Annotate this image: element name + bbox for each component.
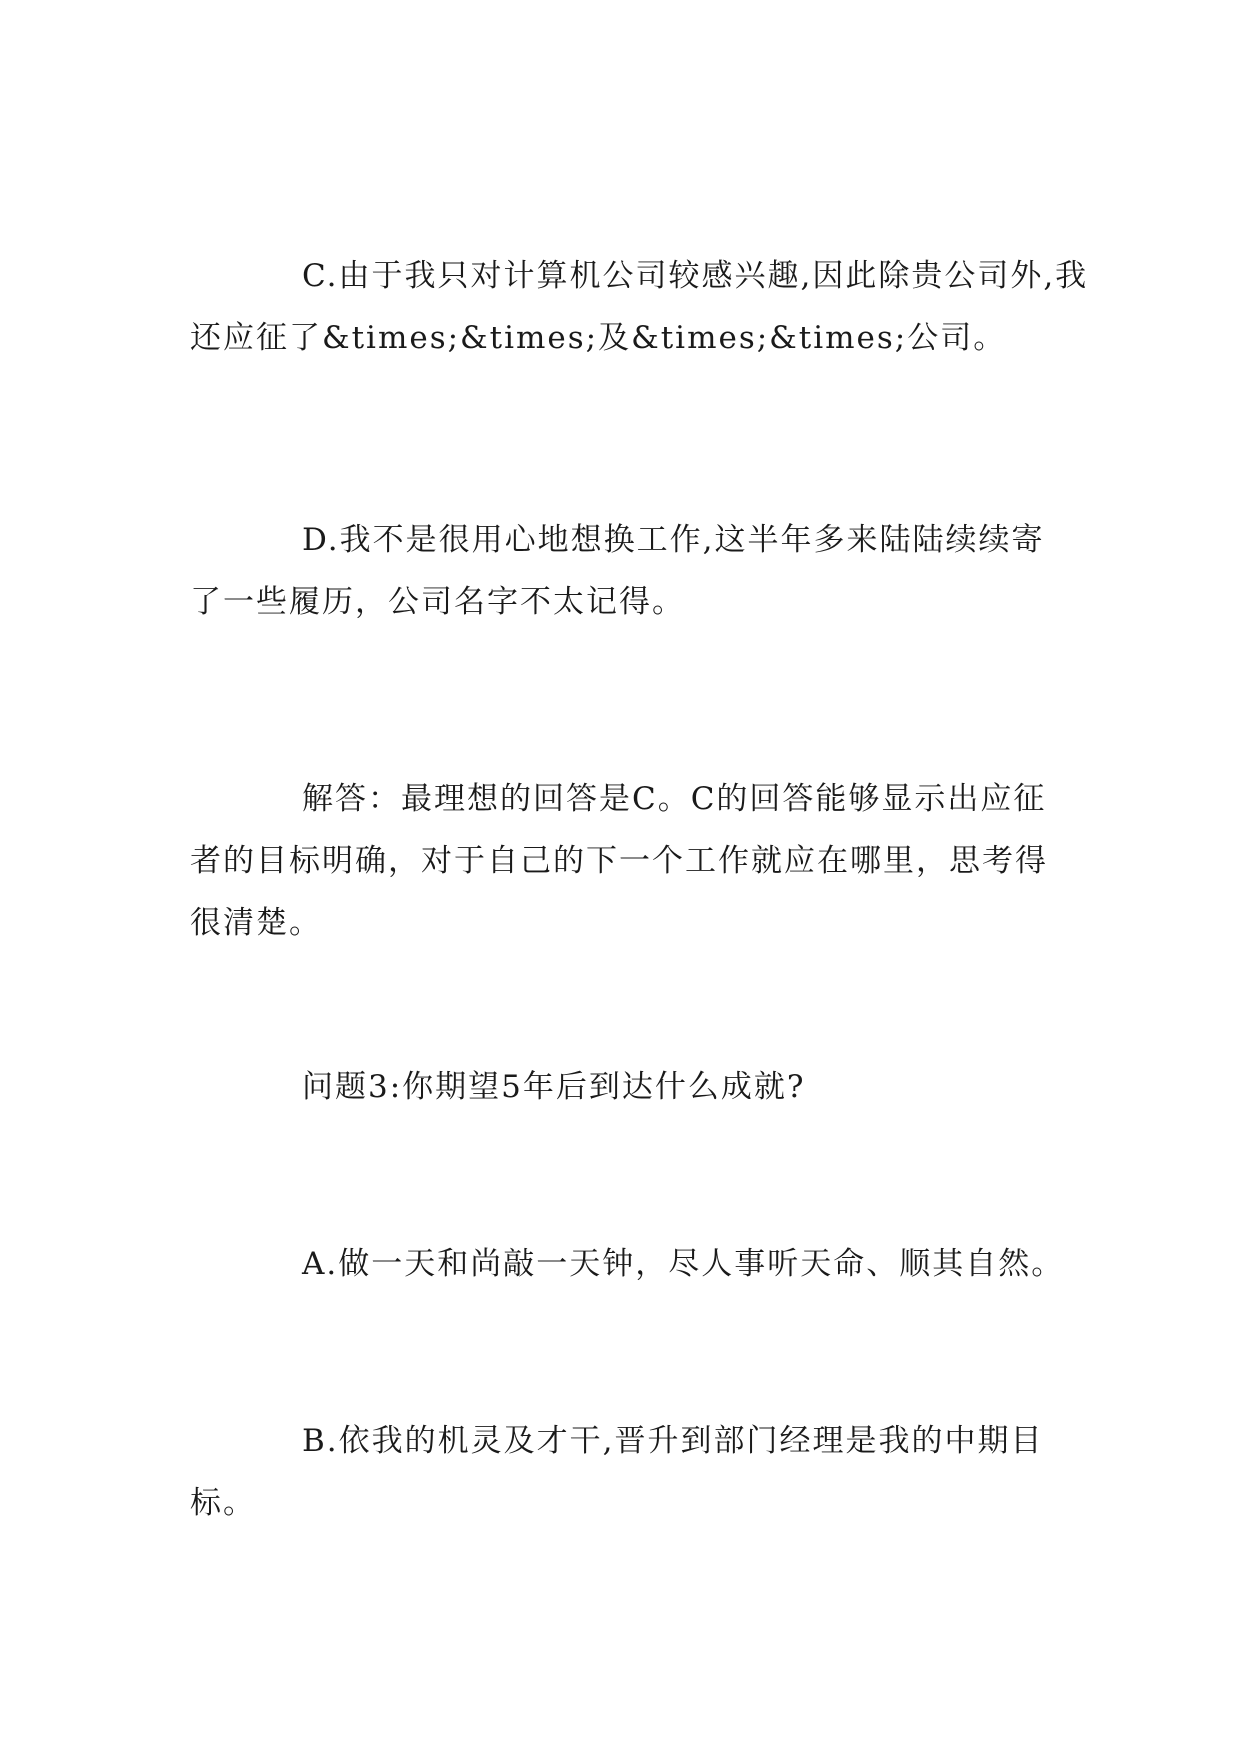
paragraph-option-c: C.由于我只对计算机公司较感兴趣,因此除贵公司外,我还应征了&times;&times;及&times;&times;公司。 xyxy=(190,258,1089,356)
paragraph-option-d: D.我不是很用心地想换工作,这半年多来陆陆续续寄了一些履历，公司名字不太记得。 xyxy=(190,522,1045,620)
paragraph-option-b: B.依我的机灵及才干,晋升到部门经理是我的中期目标。 xyxy=(190,1423,1044,1521)
paragraph-question-3: 问题3:你期望5年后到达什么成就? xyxy=(302,1069,806,1105)
paragraph-option-a: A.做一天和尚敲一天钟，尽人事听天命、顺其自然。 xyxy=(302,1246,1065,1282)
paragraph-answer: 解答：最理想的回答是C。C的回答能够显示出应征者的目标明确，对于自己的下一个工作就应在哪里，思考得很清楚。 xyxy=(190,781,1048,941)
